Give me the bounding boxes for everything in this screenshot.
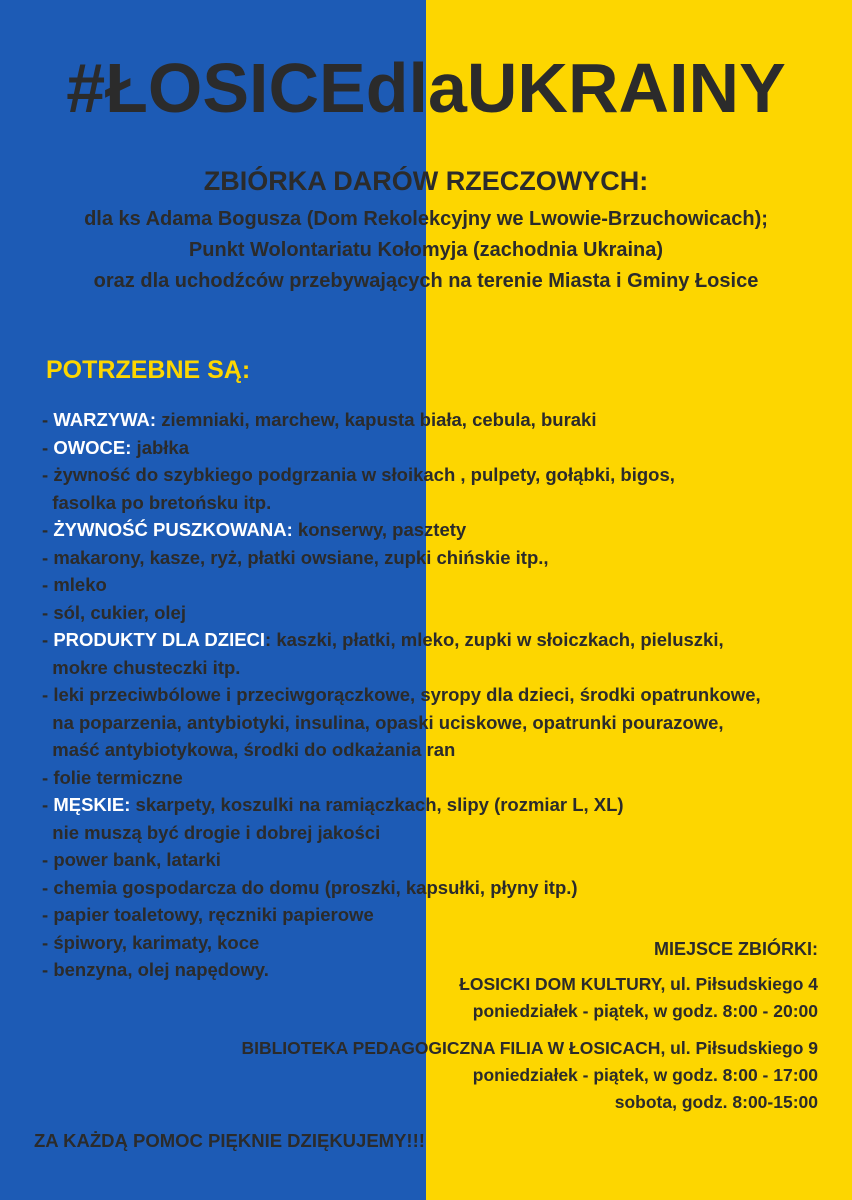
list-item-prefix: - [42,684,54,705]
list-item-text: chemia gospodarcza do domu (proszki, kapsułki, płyny itp.) [53,876,578,898]
list-item [42,516,761,544]
list-item [42,681,761,709]
list-item [42,489,761,517]
list-item-category: WARZYWA: [53,409,157,430]
recipients-intro [0,204,852,297]
list-item-prefix: - [42,904,54,925]
list-item [42,764,761,792]
list-item-prefix [42,822,52,843]
thanks-message: ZA KAŻDĄ POMOC PIĘKNIE DZIĘKUJEMY!!! [34,1130,425,1151]
intro-line: oraz dla uchodźców przebywających na terenie Miasta i Gminy Łosice [93,270,759,292]
list-item-prefix: - [42,876,54,898]
list-item-text: benzyna, olej napędowy. [53,959,269,980]
list-item-text: skarpety, koszulki na ramiączkach, slipy (rozmiar L, XL) [130,794,624,815]
list-item-text: żywność do szybkiego podgrzania w słoikach , pulpety, gołąbki, bigos, [53,464,675,485]
list-item [42,434,761,462]
list-item [42,791,761,819]
list-item-prefix: - [42,409,54,430]
list-item-category: ŻYWNOŚĆ PUSZKOWANA: [53,519,293,540]
list-item-text: : kaszki, płatki, mleko, zupki w słoiczkach, pieluszki, [265,629,724,650]
list-item [42,819,761,847]
needed-heading: POTRZEBNE SĄ: [46,356,251,384]
list-item-prefix: - [42,436,54,458]
needed-items-list [42,406,761,984]
list-item-text: fasolka po bretońsku itp. [52,491,272,513]
list-item-prefix: - [42,849,54,870]
list-item-text: sól, cukier, olej [53,601,186,623]
list-item-prefix: - [42,959,54,980]
collection-place [241,936,818,1116]
list-item-prefix: - [42,601,54,623]
list-item-text: konserwy, pasztety [292,519,467,540]
list-item-text: jabłka [131,436,190,458]
place-location-1: ŁOSICKI DOM KULTURY, ul. Piłsudskiego 4 [459,974,818,994]
intro-line: dla ks Adama Bogusza (Dom Rekolekcyjny we Lwowie-Brzuchowicach); [84,208,768,230]
list-item-prefix: - [42,931,54,953]
list-item [42,654,761,682]
list-item [42,599,761,627]
list-item-text: folie termiczne [53,766,183,788]
list-item [42,901,761,929]
list-item-prefix [42,712,52,733]
list-item-prefix [42,739,52,760]
list-item [42,461,761,489]
list-item-prefix: - [42,629,54,650]
list-item-text: makarony, kasze, ryż, płatki owsiane, zupki chińskie itp., [53,546,549,568]
list-item-prefix: - [42,766,54,788]
list-item [42,874,761,902]
place-location-2: BIBLIOTEKA PEDAGOGICZNA FILIA W ŁOSICACH, ul. Piłsudskiego 9 [241,1038,818,1058]
list-item-text: maść antybiotykowa, środki do odkażania ran [52,739,456,760]
list-item-prefix: - [42,574,54,595]
list-item [42,571,761,599]
list-item-prefix: - [42,794,54,815]
list-item [42,406,761,434]
list-item-category: PRODUKTY DLA DZIECI [53,629,266,650]
list-item-text: papier toaletowy, ręczniki papierowe [53,904,374,925]
list-item-text: leki przeciwbólowe i przeciwgorączkowe, syropy dla dzieci, środki opatrunkowe, [53,684,761,705]
list-item [42,626,761,654]
list-item-text: śpiwory, karimaty, koce [53,931,260,953]
place-saturday-hours-2: sobota, godz. 8:00-15:00 [614,1092,818,1112]
place-hours-1: poniedziałek - piątek, w godz. 8:00 - 20:00 [472,1001,818,1021]
list-item-text: power bank, latarki [53,849,221,870]
list-item-prefix: - [42,546,54,568]
list-item [42,709,761,737]
list-item-text: mleko [53,574,107,595]
list-item-text: ziemniaki, marchew, kapusta biała, cebula, buraki [156,409,597,430]
list-item-prefix [42,492,52,513]
list-item [42,846,761,874]
list-item-prefix [42,657,52,678]
list-item-category: OWOCE: [53,436,132,458]
list-item [42,544,761,572]
place-hours-2: poniedziałek - piątek, w godz. 8:00 - 17:00 [472,1065,818,1085]
list-item-text: nie muszą być drogie i dobrej jakości [52,821,381,843]
list-item-prefix: - [42,464,54,485]
list-item-text: mokre chusteczki itp. [52,656,241,678]
list-item-prefix: - [42,519,54,540]
list-item-text: na poparzenia, antybiotyki, insulina, opaski uciskowe, opatrunki pourazowe, [52,711,724,733]
place-heading: MIEJSCE ZBIÓRKI: [653,939,818,959]
intro-line: Punkt Wolontariatu Kołomyja (zachodnia Ukraina) [188,239,664,261]
list-item [42,736,761,764]
poster-title: #ŁOSICEdlaUKRAINY [66,49,786,127]
collection-heading: ZBIÓRKA DARÓW RZECZOWYCH: [203,166,649,196]
list-item-category: MĘSKIE: [53,794,131,815]
